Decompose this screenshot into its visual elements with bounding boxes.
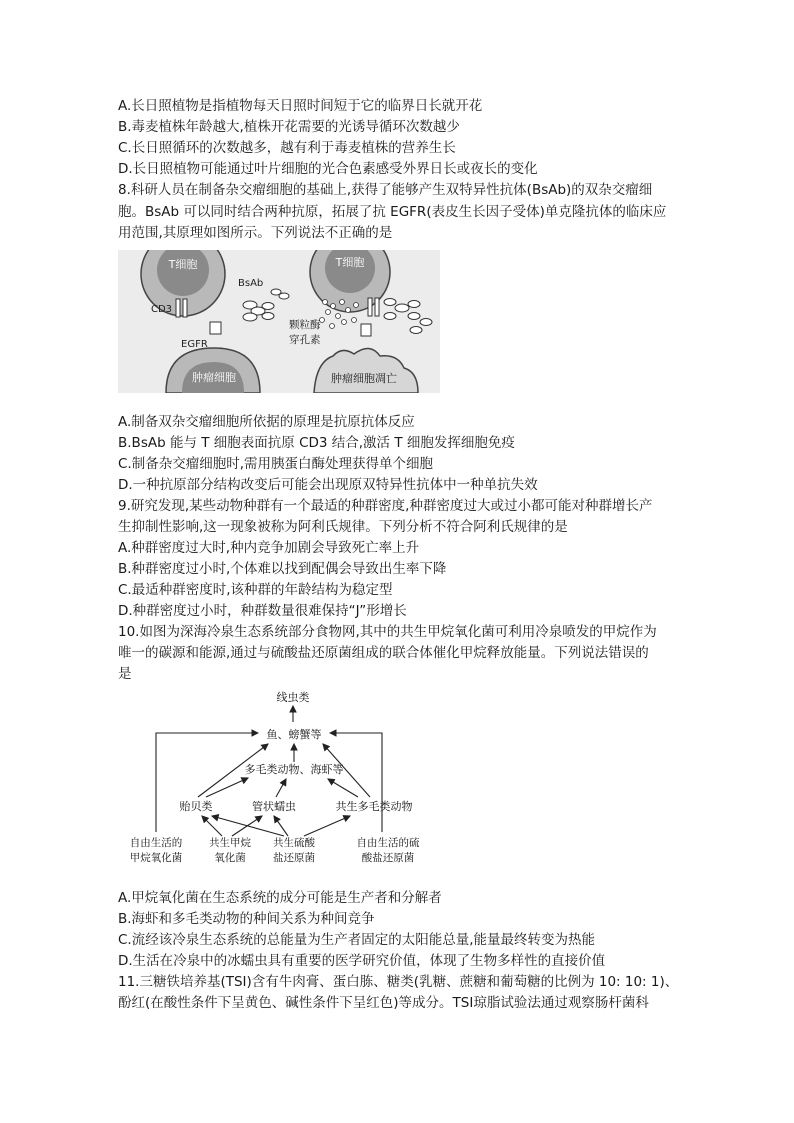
perforin-label: 穿孔素: [289, 334, 321, 346]
bsab-label: BsAb: [238, 278, 264, 289]
q7-option-a: A.长日照植物是指植物每天日照时间短于它的临界日长就开花: [118, 98, 483, 114]
food-web-diagram: [118, 686, 448, 872]
q7-option-c: C.长日照循环的次数越多，越有利于毒麦植株的营养生长: [118, 140, 456, 156]
egfr-label: EGFR: [181, 339, 208, 350]
nematode-node: 线虫类: [276, 691, 310, 704]
q8-stem-line: 8.科研人员在制备杂交瘤细胞的基础上,获得了能够产生双特异性抗体(BsAb)的双杂交瘤细: [118, 182, 653, 198]
q9-stem-line: 9.研究发现,某些动物种群有一个最适的种群密度,种群密度过大或过小都可能对种群增长产: [118, 498, 653, 514]
polychaete-shrimp-node: 多毛类动物、海虾等: [244, 763, 344, 776]
q8-option-a: A.制备双杂交瘤细胞所依据的原理是抗原抗体反应: [118, 414, 415, 430]
tubeworm-node: 管状蠕虫: [252, 800, 296, 813]
q9-option-b: B.种群密度过小时,个体难以找到配偶会导致出生率下降: [118, 561, 447, 577]
q8-option-c: C.制备杂交瘤细胞时,需用胰蛋白酶处理获得单个细胞: [118, 456, 434, 472]
q9-option-a: A.种群密度过大时,种内竞争加剧会导致死亡率上升: [118, 540, 420, 556]
free-sulfate-bacteria-node: [357, 836, 420, 864]
symbiotic-polychaete-node: 共生多毛类动物: [335, 800, 413, 813]
node-label: 盐还原菌: [273, 852, 315, 864]
node-label: 酸盐还原菌: [361, 852, 415, 864]
q10-stem-line: 10.如图为深海冷泉生态系统部分食物网,其中的共生甲烷氧化菌可利用冷泉喷发的甲烷作为: [118, 624, 657, 640]
q9-option-d: D.种群密度过小时，种群数量很难保持“J”形增长: [118, 603, 407, 619]
q10-option-b: B.海虾和多毛类动物的种间关系为种间竞争: [118, 911, 375, 927]
fish-crab-node: 鱼、螃蟹等: [266, 728, 322, 741]
node-label: 共生甲烷: [209, 837, 251, 849]
q7-option-d: D.长日照植物可能通过叶片细胞的光合色素感受外界日长或夜长的变化: [118, 161, 538, 177]
q11-stem-line: 11.三糖铁培养基(TSI)含有牛肉膏、蛋白胨、糖类(乳糖、蔗糖和葡萄糖的比例为 10: 10: 1)、: [118, 974, 679, 990]
q10-option-a: A.甲烷氧化菌在生态系统的成分可能是生产者和分解者: [118, 890, 442, 906]
tumor-cell-label: 肿瘤细胞: [192, 371, 236, 384]
right-t-cell-label: T细胞: [335, 256, 365, 269]
q8-option-b: B.BsAb 能与 T 细胞表面抗原 CD3 结合,激活 T 细胞发挥细胞免疫: [118, 435, 515, 451]
bivalve-node: 贻贝类: [179, 800, 213, 813]
cd3-label: CD3: [151, 304, 173, 315]
q8-stem-line: 胞。BsAb 可以同时结合两种抗原，拓展了抗 EGFR(表皮生长因子受体)单克隆抗体的临床应: [118, 204, 667, 220]
granzyme-label: 颗粒酶: [289, 319, 321, 331]
apoptosis-label: 肿瘤细胞凋亡: [331, 372, 397, 385]
bsab-mechanism-figure: [118, 250, 440, 393]
node-label: 氧化菌: [214, 852, 246, 864]
q10-option-c: C.流经该冷泉生态系统的总能量为生产者固定的太阳能总量,能量最终转变为热能: [118, 932, 596, 948]
q7-option-b: B.毒麦植株年龄越大,植株开花需要的光诱导循环次数越少: [118, 119, 460, 135]
left-t-cell-label: T细胞: [168, 258, 198, 271]
q10-stem-line: 唯一的碳源和能源,通过与硫酸盐还原菌组成的联合体催化甲烷释放能量。下列说法错误的: [118, 645, 649, 661]
free-methane-bacteria-node: [130, 836, 183, 864]
egfr-receptor: [210, 322, 221, 334]
q9-option-c: C.最适种群密度时,该种群的年龄结构为稳定型: [118, 582, 393, 598]
q8-option-d: D.一种抗原部分结构改变后可能会出现原双特异性抗体中一种单抗失效: [118, 477, 538, 493]
egfr-receptor: [361, 324, 371, 336]
node-label: 自由生活的硫: [356, 837, 420, 849]
symbiotic-sulfate-bacteria-node: [273, 836, 315, 864]
q10-option-d: D.生活在冷泉中的冰蠕虫具有重要的医学研究价值，体现了生物多样性的直接价值: [118, 953, 606, 969]
node-label: 共生硫酸: [273, 837, 315, 849]
q8-stem-line: 用范围,其原理如图所示。下列说法不正确的是: [118, 225, 393, 241]
symbiotic-methane-bacteria-node: [209, 836, 251, 864]
node-label: 甲烷氧化菌: [129, 852, 183, 864]
q9-stem-line: 生抑制性影响,这一现象被称为阿利氏规律。下列分析不符合阿利氏规律的是: [118, 519, 568, 535]
q11-stem-line: 酚红(在酸性条件下呈黄色、碱性条件下呈红色)等成分。TSI琼脂试验法通过观察肠杆菌科: [118, 995, 649, 1011]
node-label: 自由生活的: [129, 837, 183, 849]
q10-stem-line: 是: [118, 666, 132, 682]
